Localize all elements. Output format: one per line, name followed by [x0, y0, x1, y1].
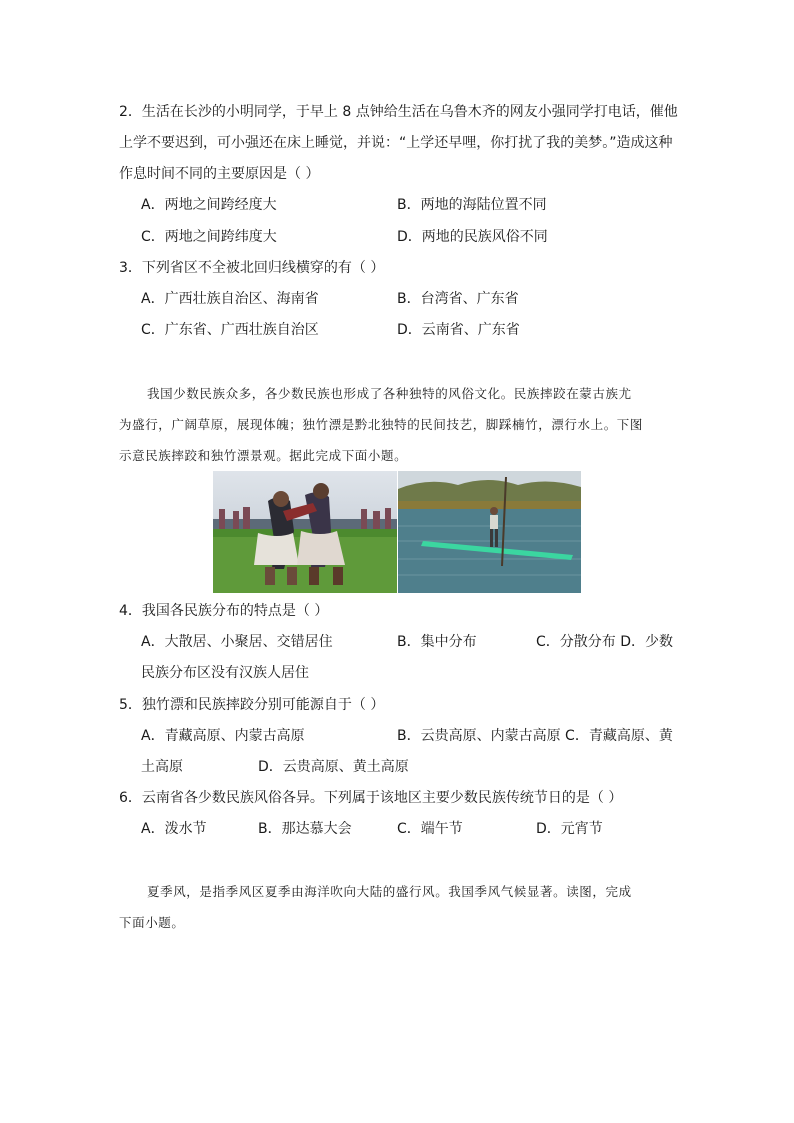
q6-option-b: B．那达慕大会: [258, 821, 352, 837]
q4-stem: 4．我国各民族分布的特点是（ ）: [119, 603, 329, 619]
q6-stem: 6．云南省各少数民族风俗各异。下列属于该地区主要少数民族传统节日的是（ ）: [119, 790, 623, 806]
q2-stem-line1: 2．生活在长沙的小明同学，于早上 8 点钟给生活在乌鲁木齐的网友小强同学打电话，催他: [119, 104, 678, 120]
q5-stem: 5．独竹漂和民族摔跤分别可能源自于（ ）: [119, 697, 385, 713]
q2-option-c: C．两地之间跨纬度大: [141, 229, 277, 245]
q3-option-a: A．广西壮族自治区、海南省: [141, 291, 319, 307]
q4-option-a: A．大散居、小聚居、交错居住: [141, 634, 333, 650]
q5-option-c-cont: 土高原: [141, 759, 183, 775]
passage1-line3: 示意民族摔跤和独竹漂景观。据此完成下面小题。: [119, 448, 408, 463]
passage1-line1: 我国少数民族众多，各少数民族也形成了各种独特的风俗文化。民族摔跤在蒙古族尤: [147, 386, 632, 401]
q4-option-b: B．集中分布: [397, 634, 477, 650]
bamboo-rafting-photo: [398, 471, 581, 593]
q5-option-d: D．云贵高原、黄土高原: [258, 759, 409, 775]
q6-option-d: D．元宵节: [536, 821, 603, 837]
q2-option-a: A．两地之间跨经度大: [141, 197, 277, 213]
q5-option-b-c: B．云贵高原、内蒙古高原 C．青藏高原、黄: [397, 728, 673, 744]
q2-stem-line2: 上学不要迟到，可小强还在床上睡觉，并说：“上学还早哩，你打扰了我的美梦。”造成这种: [119, 135, 673, 151]
passage2-line2: 下面小题。: [119, 915, 185, 930]
q2-option-d: D．两地的民族风俗不同: [397, 229, 548, 245]
passage1-line2: 为盛行，广阔草原，展现体魄；独竹漂是黔北独特的民间技艺，脚踩楠竹，漂行水上。下图: [119, 417, 644, 432]
q4-option-d-cont: 民族分布区没有汉族人居住: [141, 665, 309, 681]
q3-option-d: D．云南省、广东省: [397, 322, 520, 338]
passage2-line1: 夏季风，是指季风区夏季由海洋吹向大陆的盛行风。我国季风气候显著。读图，完成: [147, 884, 632, 899]
q4-option-c-d: C．分散分布 D．少数: [536, 634, 674, 650]
q6-option-c: C．端午节: [397, 821, 463, 837]
q6-option-a: A．泼水节: [141, 821, 207, 837]
q2-stem-line3: 作息时间不同的主要原因是（ ）: [119, 166, 320, 182]
q2-option-b: B．两地的海陆位置不同: [397, 197, 547, 213]
q3-option-b: B．台湾省、广东省: [397, 291, 519, 307]
q3-option-c: C．广东省、广西壮族自治区: [141, 322, 319, 338]
q5-option-a: A．青藏高原、内蒙古高原: [141, 728, 305, 744]
wrestling-photo: [213, 471, 397, 593]
q3-stem: 3．下列省区不全被北回归线横穿的有（ ）: [119, 260, 385, 276]
